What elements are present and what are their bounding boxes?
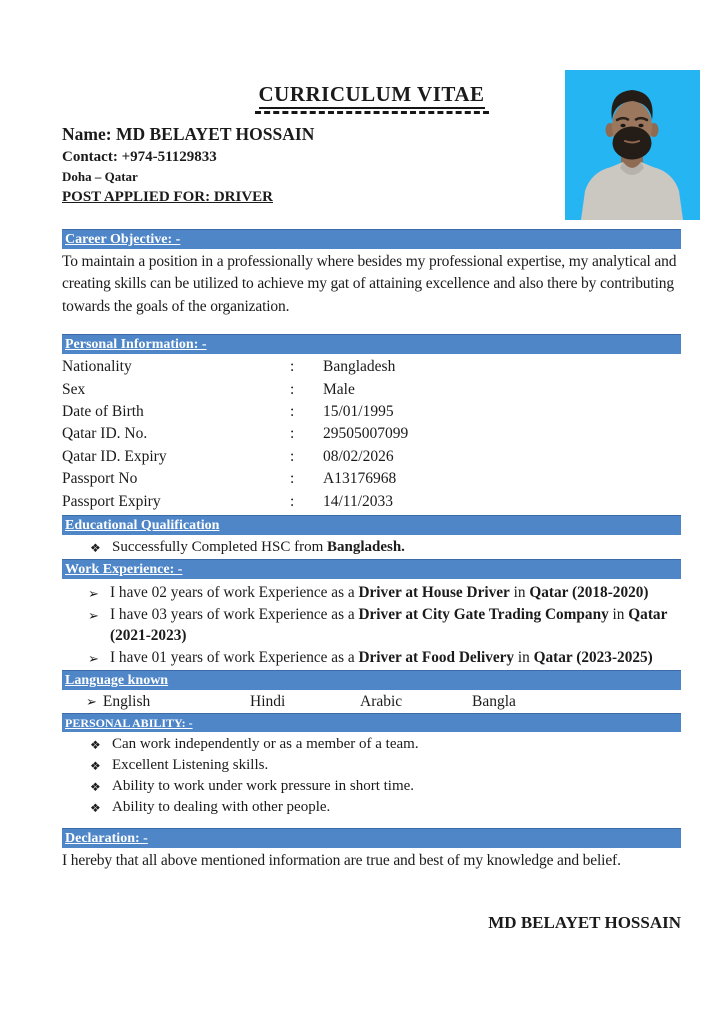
career-objective-text: To maintain a position in a professionally where besides my professional expertise, my analytical and creating skills can be utilized to achieve my gat of attaining excellence and also there by contributing towards the goals of the organization. xyxy=(62,253,677,315)
page-title-text: CURRICULUM VITAE xyxy=(259,82,485,109)
pi-label: Qatar ID. No. xyxy=(62,425,148,443)
language-label: English xyxy=(102,693,151,711)
table-row xyxy=(62,491,681,513)
table-row xyxy=(62,379,681,401)
language-label: Hindi xyxy=(250,693,286,711)
post-applied-line: POST APPLIED FOR: DRIVER xyxy=(62,189,273,205)
list-item xyxy=(62,537,681,558)
personal-ability-list xyxy=(62,734,681,818)
language-item xyxy=(62,692,250,712)
section-header-career-objective xyxy=(62,229,681,249)
pi-colon: : xyxy=(290,425,295,443)
pi-value: 14/11/2033 xyxy=(323,492,394,510)
pi-value: 29505007099 xyxy=(323,425,409,443)
list-item xyxy=(62,604,681,647)
list-item-text: Qatar (2021-2023) xyxy=(110,605,668,645)
list-item-text: Qatar (2018-2020) xyxy=(529,584,649,602)
list-item-text: in xyxy=(509,584,530,602)
table-row xyxy=(62,468,681,490)
section-title: Declaration: - xyxy=(65,831,148,847)
list-item-text: Ability to work under work pressure in short time. xyxy=(112,778,415,795)
list-item xyxy=(62,647,681,669)
language-item xyxy=(250,692,360,712)
pi-label: Passport Expiry xyxy=(62,492,161,510)
pi-value: 15/01/1995 xyxy=(323,403,394,421)
section-title: Work Experience: - xyxy=(65,562,183,578)
list-item-text: I have 01 years of work Experience as a xyxy=(110,648,359,666)
name-line xyxy=(62,123,681,145)
signature-name: MD BELAYET HOSSAIN xyxy=(488,913,681,933)
bullet-glyph: ❖ xyxy=(90,759,101,774)
section-header-personal-information xyxy=(62,334,681,354)
pi-label: Passport No xyxy=(62,470,138,488)
page-title xyxy=(62,82,681,114)
list-item-text: Successfully Completed HSC from xyxy=(112,539,327,556)
list-item-text: I have 03 years of work Experience as a xyxy=(110,605,359,623)
pi-colon: : xyxy=(290,403,295,421)
pi-label: Date of Birth xyxy=(62,403,144,421)
language-item xyxy=(360,692,472,712)
pi-colon: : xyxy=(290,470,295,488)
list-item-text: Ability to dealing with other people. xyxy=(112,799,331,816)
table-row xyxy=(62,446,681,468)
pi-value: A13176968 xyxy=(323,470,397,488)
list-item-text: Can work independently or as a member of a team. xyxy=(112,736,419,753)
list-item xyxy=(62,734,681,755)
section-header-declaration xyxy=(62,828,681,848)
contact-line xyxy=(62,148,681,167)
name-label: Name: xyxy=(62,124,112,144)
pi-label: Qatar ID. Expiry xyxy=(62,447,167,465)
education-list xyxy=(62,537,681,558)
section-title: PERSONAL ABILITY: - xyxy=(65,716,193,731)
pi-label: Nationality xyxy=(62,358,132,376)
list-item xyxy=(62,797,681,818)
list-item xyxy=(62,582,681,604)
list-item xyxy=(62,776,681,797)
bullet-glyph: ➢ xyxy=(88,650,99,666)
list-item-text: Excellent Listening skills. xyxy=(112,757,269,774)
section-title: Educational Qualification xyxy=(65,518,220,534)
section-header-work-experience xyxy=(62,559,681,579)
pi-value: Male xyxy=(323,380,355,398)
cv-content xyxy=(62,0,681,934)
list-item-text: I have 02 years of work Experience as a xyxy=(110,584,359,602)
list-item-text: in xyxy=(608,605,629,623)
pi-label: Sex xyxy=(62,380,86,398)
pi-colon: : xyxy=(290,358,295,376)
bullet-glyph: ❖ xyxy=(90,801,101,816)
list-item-text: Driver at City Gate Trading Company xyxy=(358,605,609,623)
list-item-text: in xyxy=(514,648,534,666)
pi-value: Bangladesh xyxy=(323,358,396,376)
list-item-text: Bangladesh. xyxy=(326,539,405,556)
pi-value: 08/02/2026 xyxy=(323,447,394,465)
list-item-text: Driver at House Driver xyxy=(358,584,510,602)
personal-info-table xyxy=(62,356,681,513)
language-label: Bangla xyxy=(472,693,516,711)
page-title-box xyxy=(255,82,489,114)
section-title: Career Objective: - xyxy=(65,232,181,247)
section-title: Personal Information: - xyxy=(65,337,207,353)
language-item xyxy=(472,692,681,712)
bullet-glyph: ➢ xyxy=(86,694,97,710)
table-row xyxy=(62,423,681,445)
pi-colon: : xyxy=(290,492,295,510)
section-title: Language known xyxy=(65,673,169,689)
languages-row xyxy=(62,692,681,712)
table-row xyxy=(62,401,681,423)
contact-label: Contact: xyxy=(62,149,118,165)
name-value: MD BELAYET HOSSAIN xyxy=(115,124,315,144)
pi-colon: : xyxy=(290,447,295,465)
list-item-text: Driver at Food Delivery xyxy=(358,648,515,666)
bullet-glyph: ➢ xyxy=(88,607,99,623)
contact-value: +974-51129833 xyxy=(121,149,217,165)
bullet-glyph: ❖ xyxy=(90,541,101,556)
work-experience-list xyxy=(62,582,681,668)
table-row xyxy=(62,356,681,378)
section-header-languages xyxy=(62,670,681,690)
pi-colon: : xyxy=(290,380,295,398)
bullet-glyph: ➢ xyxy=(88,586,99,602)
location-line: Doha – Qatar xyxy=(62,169,138,184)
declaration-text: I hereby that all above mentioned information are true and best of my knowledge and belief. xyxy=(62,852,621,870)
list-item-text: Qatar (2023-2025) xyxy=(533,648,653,666)
language-label: Arabic xyxy=(360,693,403,711)
bullet-glyph: ❖ xyxy=(90,780,101,795)
list-item xyxy=(62,755,681,776)
section-header-education xyxy=(62,515,681,535)
section-header-personal-ability xyxy=(62,713,681,732)
bullet-glyph: ❖ xyxy=(90,738,101,753)
